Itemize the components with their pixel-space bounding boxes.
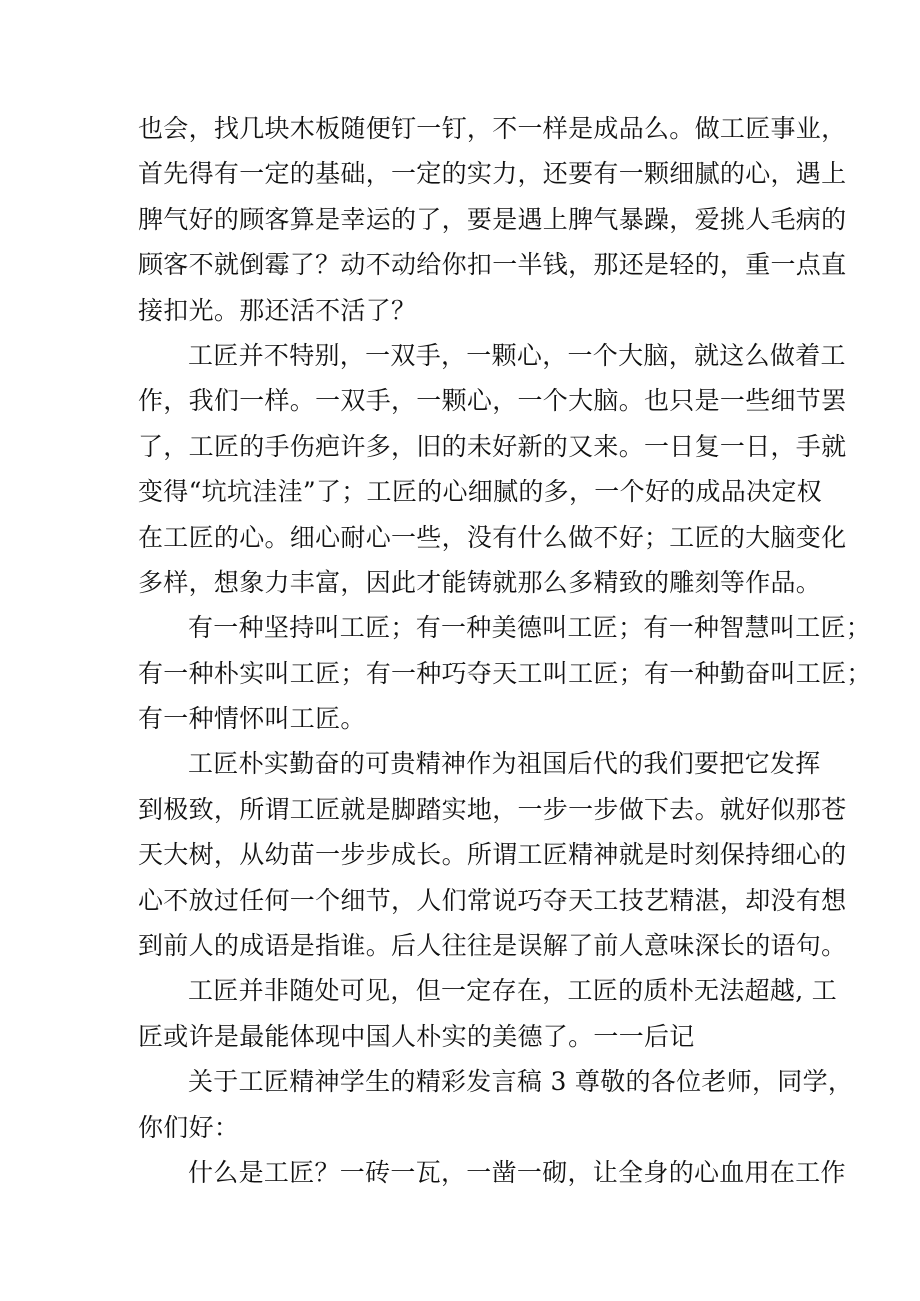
text-line: 天大树，从幼苗一步步成长。所谓工匠精神就是时刻保持细心的 (138, 840, 847, 870)
text-line: 多样，想象力丰富，因此才能铸就那么多精致的雕刻等作品。 (138, 567, 822, 597)
text-line: 脾气好的顾客算是幸运的了，要是遇上脾气暴躁，爱挑人毛病的 (138, 204, 847, 234)
text-line: 也会，找几块木板随便钉一钉，不一样是成品么。做工匠事业， (138, 114, 847, 143)
text-line: 首先得有一定的基础，一定的实力，还要有一颗细腻的心，遇上 (138, 159, 847, 189)
paragraph-start-line: 工匠朴实勤奋的可贵精神作为祖国后代的我们要把它发挥 (188, 749, 821, 779)
text-line: 顾客不就倒霉了？动不动给你扣一半钱，那还是轻的，重一点直 (138, 250, 847, 280)
text-line: 变得“坑坑洼洼”了；工匠的心细腻的多，一个好的成品决定权 (138, 477, 822, 507)
text-line: 作，我们一样。一双手，一颗心，一个大脑。也只是一些细节罢 (138, 386, 847, 416)
text-line: 在工匠的心。细心耐心一些，没有什么做不好；工匠的大脑变化 (138, 522, 847, 552)
paragraph-start-line: 有一种坚持叫工匠；有一种美德叫工匠；有一种智慧叫工匠； (188, 613, 872, 643)
text-line: 有一种朴实叫工匠；有一种巧夺天工叫工匠；有一种勤奋叫工匠； (138, 658, 872, 688)
paragraph-start-line: 工匠并非随处可见，但一定存在，工匠的质朴无法超越, 工 (188, 976, 837, 1006)
text-line: 有一种情怀叫工匠。 (138, 704, 366, 734)
paragraph-start-line: 关于工匠精神学生的精彩发言稿 3 尊敬的各位老师，同学， (188, 1067, 854, 1097)
text-line: 到极致，所谓工匠就是脚踏实地，一步一步做下去。就好似那苍 (138, 794, 847, 824)
text-line: 到前人的成语是指谁。后人往往是误解了前人意味深长的语句。 (138, 931, 847, 961)
text-line: 心不放过任何一个细节，人们常说巧夺天工技艺精湛，却没有想 (138, 885, 847, 915)
text-line: 接扣光。那还活不活了？ (138, 295, 417, 325)
text-line: 匠或许是最能体现中国人朴实的美德了。一一后记 (138, 1021, 695, 1051)
paragraph-start-line: 工匠并不特别，一双手，一颗心，一个大脑，就这么做着工 (188, 340, 846, 370)
text-line: 了，工匠的手伤疤许多，旧的未好新的又来。一日复一日，手就 (138, 431, 847, 461)
paragraph-start-line: 什么是工匠？一砖一瓦，一凿一砌，让全身的心血用在工作 (188, 1157, 846, 1187)
text-line: 你们好： (138, 1112, 240, 1142)
document-body (138, 106, 872, 1195)
